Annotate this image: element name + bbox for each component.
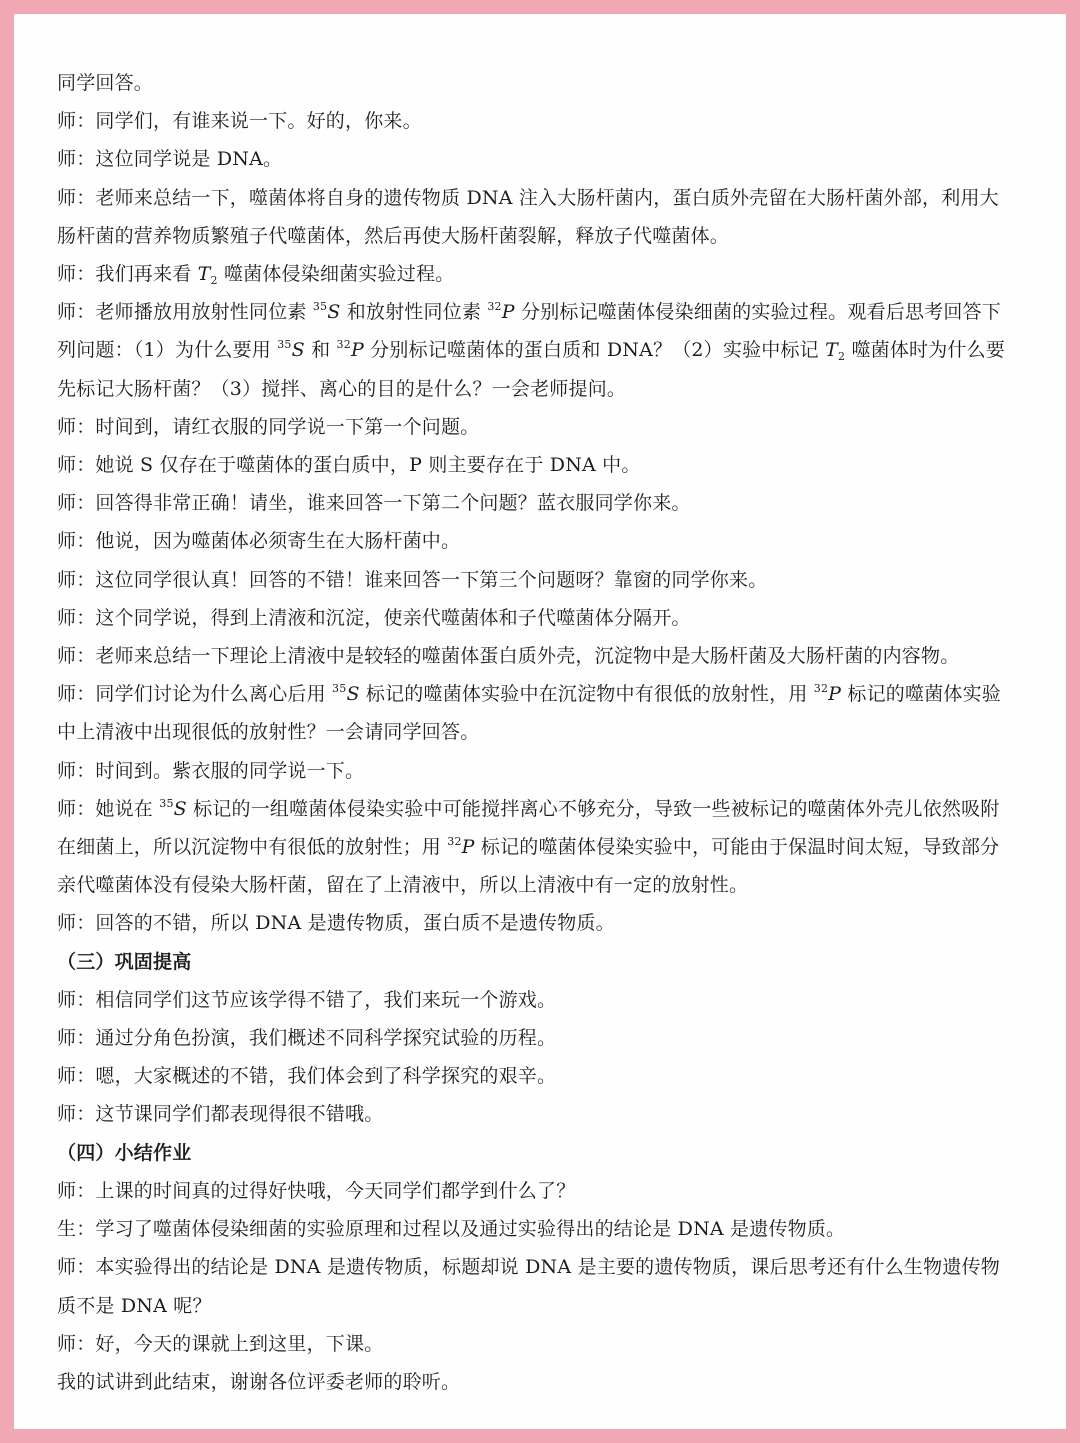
text-line: 师：相信同学们这节应该学得不错了，我们来玩一个游戏。 bbox=[57, 988, 557, 1011]
text-line: 师：嗯，大家概述的不错，我们体会到了科学探究的艰辛。 bbox=[57, 1065, 557, 1088]
text-line: 师：他说，因为噬菌体必须寄生在大肠杆菌中。 bbox=[57, 530, 461, 553]
text-line: 同学回答。 bbox=[57, 72, 154, 94]
text-line: 师：时间到。紫衣服的同学说一下。 bbox=[57, 759, 365, 782]
text-line: 亲代噬菌体没有侵染大肠杆菌，留在了上清液中，所以上清液中有一定的放射性。 bbox=[57, 874, 749, 897]
text-line: 师：老师来总结一下，噬菌体将自身的遗传物质 DNA 注入大肠杆菌内，蛋白质外壳留在大肠杆菌外部，利用大 bbox=[57, 186, 999, 209]
text-line: 在细菌上，所以沉淀物中有很低的放射性；用 $^{32}$P 标记的噬菌体侵染实验中，可能由于保温时间太短，导致部分 bbox=[57, 835, 1000, 859]
text-line: 师：同学们讨论为什么离心后用 $^{35}$S 标记的噬菌体实验中在沉淀物中有很低的放射性，用 $^{32}$P 标记的噬菌体实验 bbox=[57, 682, 1001, 706]
text-line: 列问题：（1）为什么要用 $^{35}$S 和 $^{32}$P 分别标记噬菌体的蛋白质和 DNA？（2）实验中标记 $T_2$ 噬菌体时为什么要 bbox=[57, 338, 1006, 364]
text-line: 先标记大肠杆菌？（3）搅拌、离心的目的是什么？一会老师提问。 bbox=[57, 377, 627, 400]
section-heading: （四）小结作业 bbox=[57, 1141, 192, 1164]
section-heading: （三）巩固提高 bbox=[57, 950, 192, 973]
text-line: 师：老师播放用放射性同位素 $^{35}$S 和放射性同位素 $^{32}$P 分别标记噬菌体侵染细菌的实验过程。观看后思考回答下 bbox=[57, 300, 1001, 324]
text-line: 师：回答的不错，所以 DNA 是遗传物质，蛋白质不是遗传物质。 bbox=[57, 912, 615, 935]
transcript-body bbox=[57, 64, 1026, 1401]
text-line: 师：这个同学说，得到上清液和沉淀，使亲代噬菌体和子代噬菌体分隔开。 bbox=[57, 606, 691, 629]
text-line: 师：老师来总结一下理论上清液中是较轻的噬菌体蛋白质外壳，沉淀物中是大肠杆菌及大肠杆菌的内容物。 bbox=[57, 645, 960, 668]
text-line: 师：这位同学说是 DNA。 bbox=[57, 148, 283, 171]
text-line: 师：她说在 $^{35}$S 标记的一组噬菌体侵染实验中可能搅拌离心不够充分，导致一些被标记的噬菌体外壳儿依然吸附 bbox=[57, 796, 1000, 820]
text-line: 师：回答得非常正确！请坐，谁来回答一下第二个问题？蓝衣服同学你来。 bbox=[57, 492, 691, 515]
text-line: 我的试讲到此结束，谢谢各位评委老师的聆听。 bbox=[57, 1370, 461, 1393]
text-line: 师：她说 S 仅存在于噬菌体的蛋白质中，P 则主要存在于 DNA 中。 bbox=[57, 454, 641, 477]
text-line: 师：同学们，有谁来说一下。好的，你来。 bbox=[57, 110, 422, 133]
text-line: 肠杆菌的营养物质繁殖子代噬菌体，然后再使大肠杆菌裂解，释放子代噬菌体。 bbox=[57, 224, 730, 247]
text-line: 师：时间到，请红衣服的同学说一下第一个问题。 bbox=[57, 415, 480, 438]
text-line: 师：我们再来看 $T_2$ 噬菌体侵染细菌实验过程。 bbox=[57, 263, 455, 288]
text-line: 师：上课的时间真的过得好快哦，今天同学们都学到什么了？ bbox=[57, 1179, 576, 1202]
text-line: 质不是 DNA 呢？ bbox=[57, 1294, 212, 1317]
text-line: 生：学习了噬菌体侵染细菌的实验原理和过程以及通过实验得出的结论是 DNA 是遗传物质。 bbox=[57, 1218, 846, 1241]
text-line: 师：这节课同学们都表现得很不错哦。 bbox=[57, 1103, 384, 1126]
document-page bbox=[14, 14, 1066, 1429]
text-line: 中上清液中出现很低的放射性？一会请同学回答。 bbox=[57, 721, 480, 744]
text-line: 师：本实验得出的结论是 DNA 是遗传物质，标题却说 DNA 是主要的遗传物质，课后思考还有什么生物遗传物 bbox=[57, 1256, 1000, 1279]
text-line: 师：这位同学很认真！回答的不错！谁来回答一下第三个问题呀？靠窗的同学你来。 bbox=[57, 568, 768, 591]
text-line: 师：通过分角色扮演，我们概述不同科学探究试验的历程。 bbox=[57, 1027, 557, 1050]
text-line: 师：好，今天的课就上到这里，下课。 bbox=[57, 1332, 384, 1355]
